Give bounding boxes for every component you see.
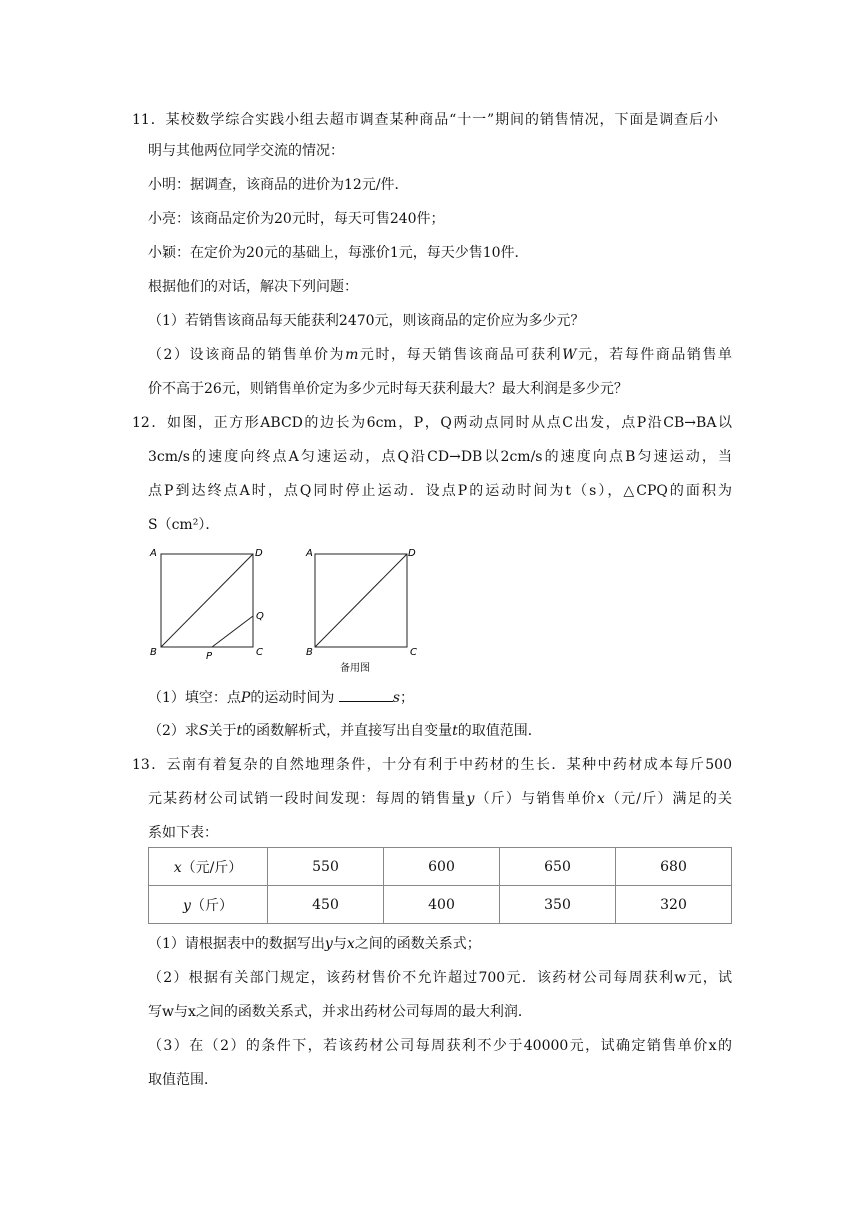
q12-number: 12． xyxy=(132,415,167,431)
q11-part2-line2: 价不高于26元，则销售单价定为多少元时每天获利最大？最大利润是多少元？ xyxy=(148,381,628,397)
table-cell: 650 xyxy=(500,848,616,886)
q13-part1-text-b: 与 xyxy=(332,936,347,952)
q12-unit-s: s xyxy=(392,690,400,706)
q12-part2-text-b: 关于 xyxy=(208,723,237,739)
q13-line2 xyxy=(148,790,732,808)
table-header-y xyxy=(149,886,268,924)
q12-stem-1: 如图，正方形ABCD的边长为6cm，P，Q两动点同时从点C出发，点P沿CB→BA以 xyxy=(166,415,732,431)
table-unit-y: （斤） xyxy=(190,897,233,914)
q13-part1-var-x: x xyxy=(346,936,355,952)
q12-line4: S（cm²）． xyxy=(148,517,220,533)
q11-part2-line1 xyxy=(148,346,732,364)
fig2-label-D: D xyxy=(408,548,416,559)
table-cell: 550 xyxy=(268,848,384,886)
fig1-label-B: B xyxy=(150,647,157,658)
fig1-label-C: C xyxy=(256,647,263,658)
q12-var-P: P xyxy=(240,690,251,706)
q13-part1-var-y: y xyxy=(324,936,333,952)
q11-var-W: W xyxy=(562,347,577,363)
q13-part3-line2: 取值范围． xyxy=(148,1072,218,1088)
q12-part2-text-c: 的函数解析式，并直接写出自变量 xyxy=(242,723,453,739)
q12-var-t2: t xyxy=(452,723,458,739)
q13-number: 13． xyxy=(132,757,167,773)
table-unit-x: （元/斤） xyxy=(181,859,243,876)
q11-line1 xyxy=(132,111,718,129)
q13-data-table xyxy=(148,847,732,924)
table-cell: 320 xyxy=(616,886,732,924)
q12-line1 xyxy=(132,414,732,432)
q11-xiaoying: 小颖：在定价为20元的基础上，每涨价1元，每天少售10件． xyxy=(148,245,529,261)
fig2-label-A: A xyxy=(306,548,313,559)
table-cell: 680 xyxy=(616,848,732,886)
q12-var-t: t xyxy=(236,723,243,739)
q12-part2-text-a: （2）求 xyxy=(148,723,199,739)
q13-line1 xyxy=(132,756,732,774)
figure-square-spare xyxy=(302,543,432,679)
q13-part1-text-c: 之间的函数关系式； xyxy=(354,936,481,952)
q11-line2: 明与其他两位同学交流的情况： xyxy=(148,143,344,159)
q11-prompt: 根据他们的对话，解决下列问题： xyxy=(148,279,358,295)
q12-part1-text-a: （1）填空：点 xyxy=(148,690,241,706)
table-cell: 450 xyxy=(268,886,384,924)
q12-part2-text-d: 的取值范围． xyxy=(457,723,542,739)
q13-part2-line1: （2）根据有关部门规定，该药材售价不允许超过700元．该药材公司每周获利w元，试 xyxy=(148,970,732,986)
q11-number: 11． xyxy=(132,112,166,128)
fig1-label-Q: Q xyxy=(256,611,264,622)
fig1-label-D: D xyxy=(255,548,263,559)
q13-line3: 系如下表： xyxy=(148,825,218,841)
table-cell: 400 xyxy=(384,886,500,924)
q12-part1 xyxy=(148,688,414,707)
fig1-label-A: A xyxy=(150,548,157,559)
q12-line2: 3cm/s的速度向终点A匀速运动，点Q沿CD→DB以2cm/s的速度向点B匀速运动，当 xyxy=(148,449,732,465)
q11-xiaoliang: 小亮：该商品定价为20元时，每天可售240件； xyxy=(148,211,445,227)
q12-var-S: S xyxy=(198,723,209,739)
q12-part2 xyxy=(148,722,542,740)
table-var-y: y xyxy=(183,897,191,914)
answer-blank[interactable] xyxy=(339,688,393,702)
q11-part2-text-c: 元，若每件商品销售单 xyxy=(576,347,732,363)
table-row xyxy=(149,848,732,886)
table-cell: 600 xyxy=(384,848,500,886)
q12-line3: 点P到达终点A时，点Q同时停止运动．设点P的运动时间为t（s），△CPQ的面积为 xyxy=(148,483,732,499)
q13-part1-text-a: （1）请根据表中的数据写出 xyxy=(148,936,325,952)
q12-part1-text-c: ； xyxy=(399,690,414,706)
q13-stem-1: 云南有着复杂的自然地理条件，十分有利于中药材的生长．某种中药材成本每斤500 xyxy=(166,757,732,773)
fig2-caption: 备用图 xyxy=(340,663,370,674)
table-cell: 350 xyxy=(500,886,616,924)
table-var-x: x xyxy=(173,859,182,876)
q13-part1 xyxy=(148,935,481,953)
fig1-label-P: P xyxy=(206,651,213,662)
q11-stem-1: 某校数学综合实践小组去超市调查某种商品“十一”期间的销售情况，下面是调查后小 xyxy=(165,112,718,128)
table-row xyxy=(149,886,732,924)
q13-line2-text-c: （元/斤）满足的关 xyxy=(604,791,733,807)
q11-var-m: m xyxy=(345,347,359,363)
q11-part2-text-a: （2）设该商品的销售单价为 xyxy=(148,347,346,363)
q13-part3-line1: （3）在（2）的条件下，若该药材公司每周获利不少于40000元，试确定销售单价x的 xyxy=(148,1038,732,1054)
fig2-label-B: B xyxy=(306,647,313,658)
figure-square-main xyxy=(146,543,276,663)
fig2-label-C: C xyxy=(410,647,417,658)
table-header-x xyxy=(149,848,268,886)
q13-line2-text-a: 元某药材公司试销一段时间发现：每周的销售量 xyxy=(148,791,467,807)
q13-var-x: x xyxy=(596,791,605,807)
q12-part1-text-b: 的运动时间为 xyxy=(250,690,335,706)
q11-part2-text-b: 元时，每天销售该商品可获利 xyxy=(358,347,563,363)
q11-part1: （1）若销售该商品每天能获利2470元，则该商品的定价应为多少元？ xyxy=(148,313,585,329)
q13-var-y: y xyxy=(466,791,475,807)
q13-part2-line2: 写w与x之间的函数关系式，并求出药材公司每周的最大利润． xyxy=(148,1004,532,1020)
q11-xiaoming: 小明：据调查，该商品的进价为12元/件． xyxy=(148,177,409,193)
q13-line2-text-b: （斤）与销售单价 xyxy=(474,791,597,807)
